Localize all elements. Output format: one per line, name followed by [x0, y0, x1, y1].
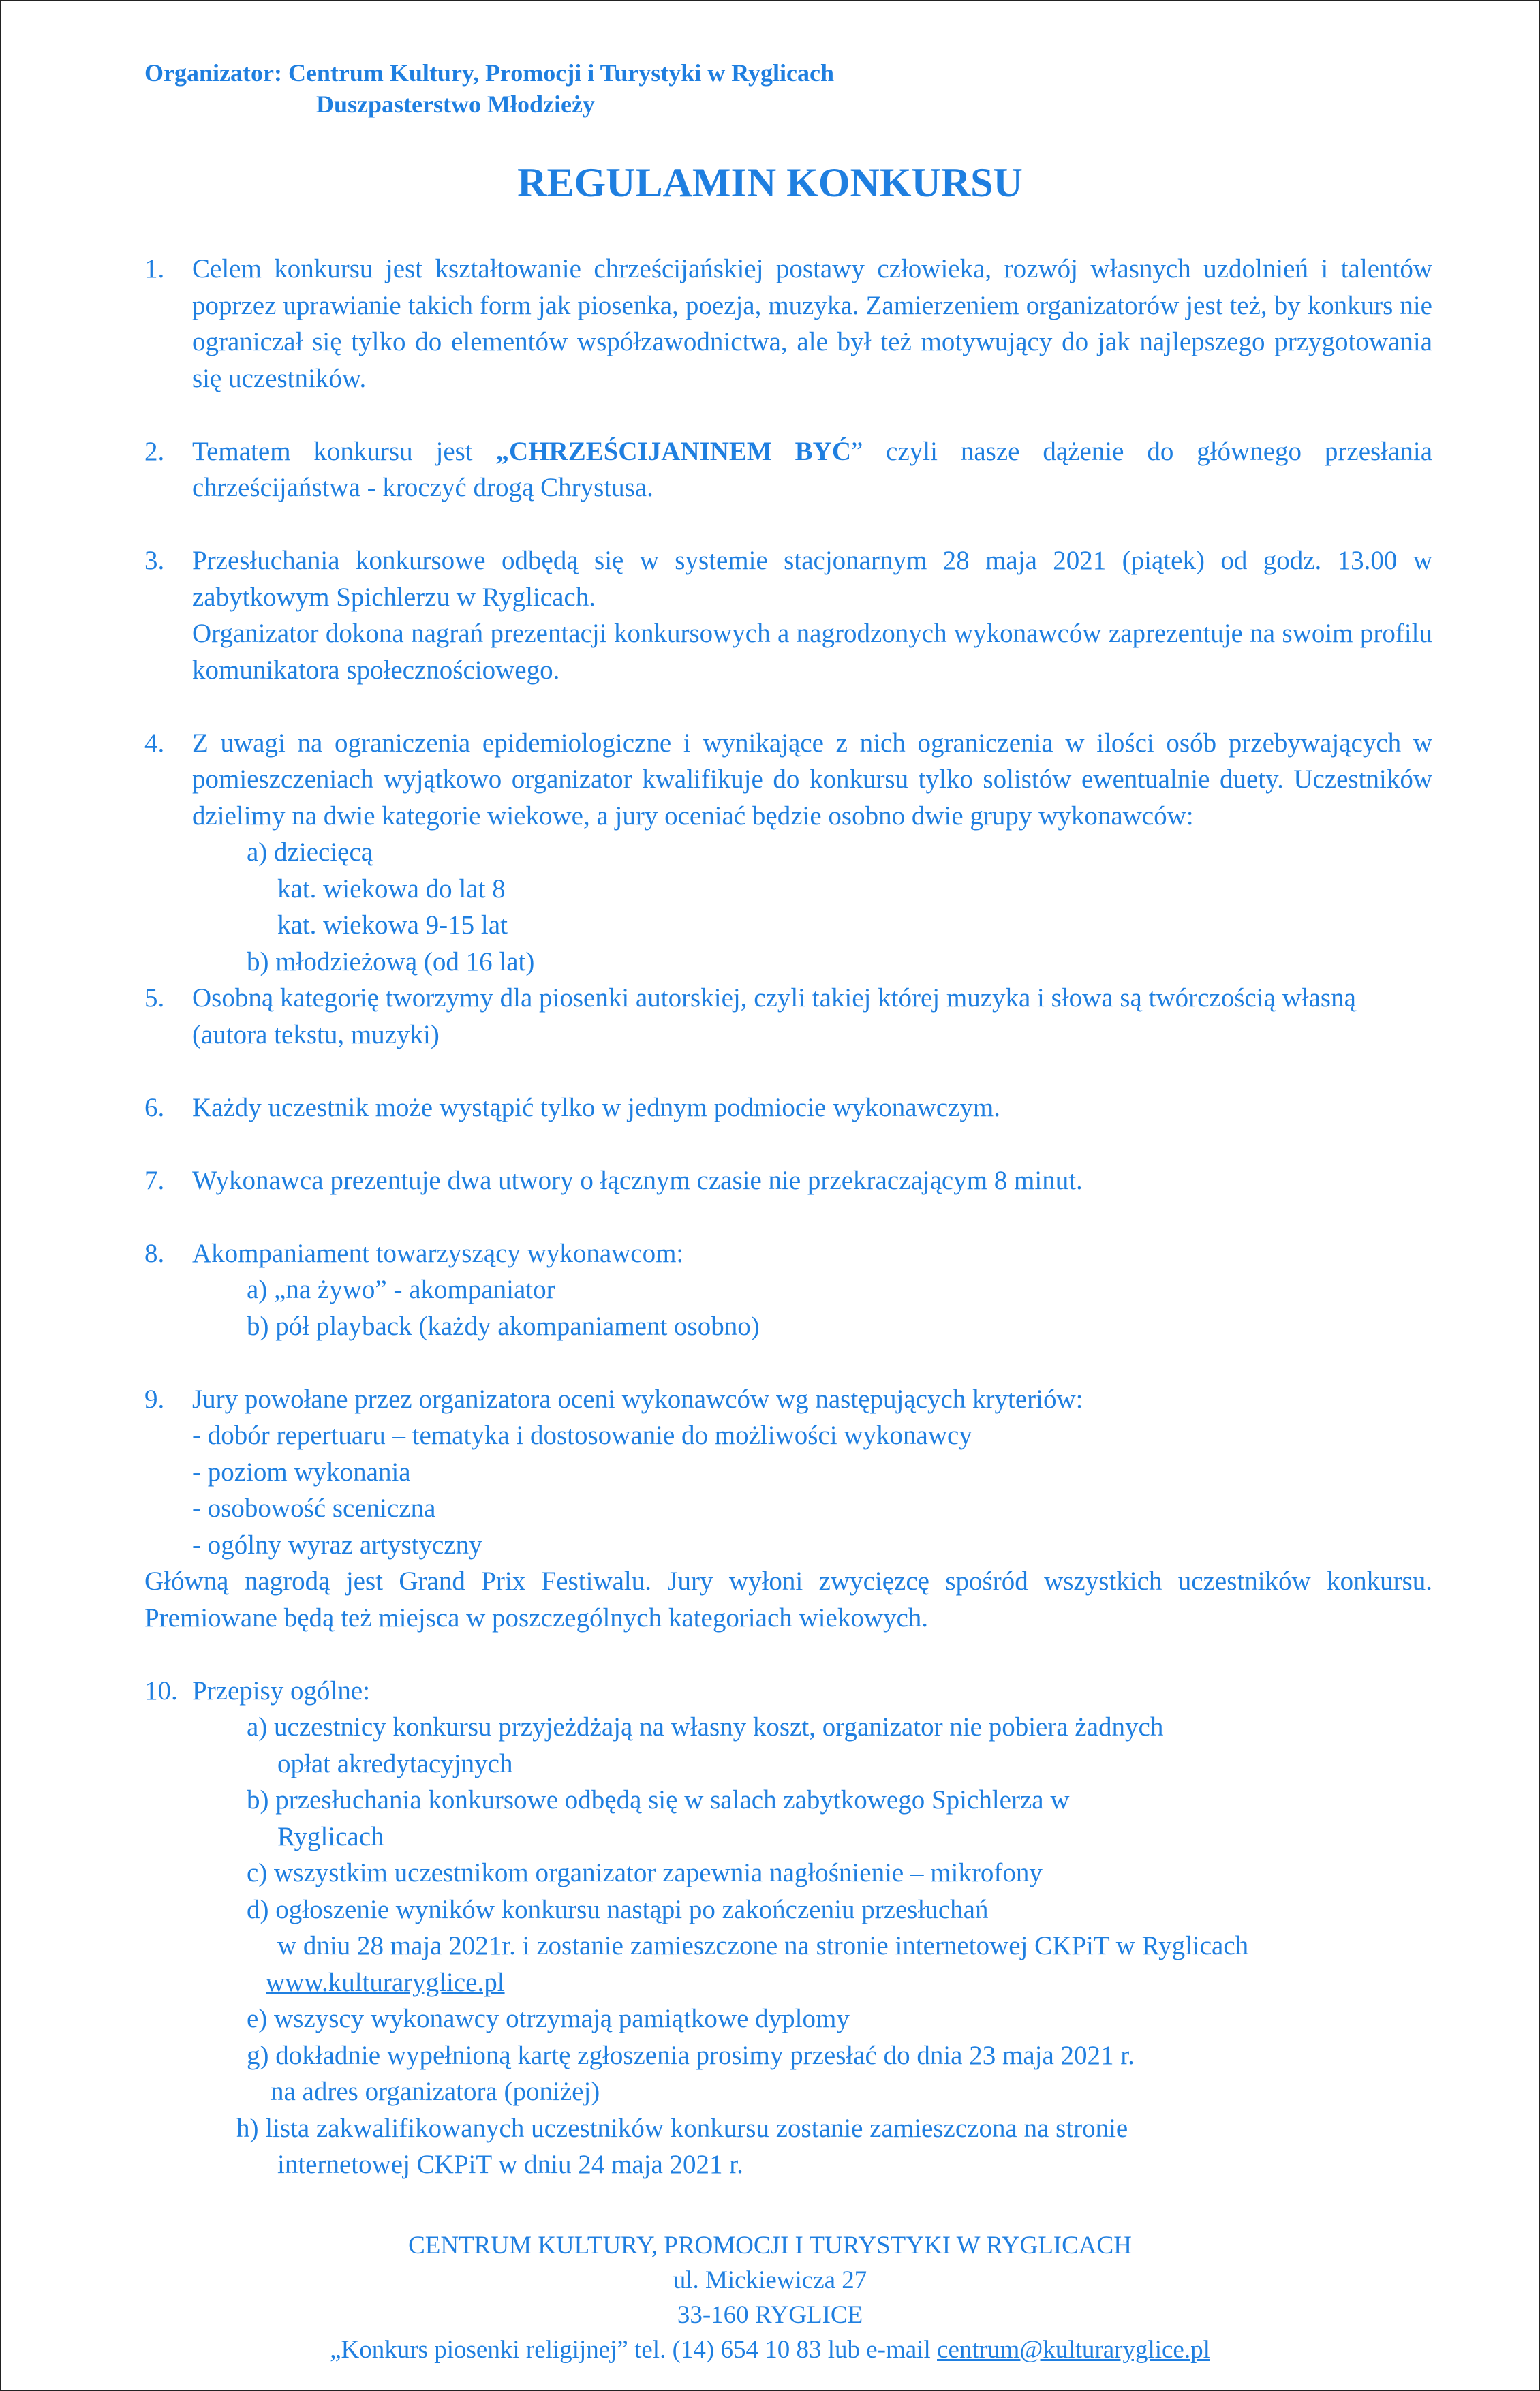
rule-5: [144, 980, 1432, 1053]
rule-text: Z uwagi na ograniczenia epidemiologiczne i wynikające z nich ograniczenia w ilości osób przebywających w pomieszczeniach wyjątkowo organizator kwalifikuje do konkursu tylko solistów ewentualnie duety. Uczestników dzielimy na dwie kategorie wiekowe, a jury oceniać będzie osobno dwie grupy wykonawców:: [192, 728, 1432, 831]
rule-number: 10.: [144, 1676, 178, 1706]
general-g-line-2: na adres organizatora (poniżej): [271, 2077, 600, 2106]
website-link[interactable]: www.kulturaryglice.pl: [266, 1967, 505, 1997]
rule-number: 3.: [144, 546, 165, 575]
rule-number: 1.: [144, 254, 165, 283]
rule-text: ” czyli nasze dążenie do głównego przesłania chrześcijaństwa - kroczyć drogą Chrystusa.: [192, 436, 1432, 502]
general-c: c) wszystkim uczestnikom organizator zapewnia nagłośnienie – mikrofony: [247, 1858, 1043, 1887]
general-h-line-1: h) lista zakwalifikowanych uczestników konkursu zostanie zamieszczona na stronie: [236, 2113, 1128, 2143]
rule-text: Przepisy ogólne:: [192, 1676, 371, 1706]
organizer-line-2: Duszpasterstwo Młodzieży: [316, 91, 595, 118]
general-a-line-1: a) uczestnicy konkursu przyjeżdżają na własny koszt, organizator nie pobiera żadnych: [247, 1712, 1164, 1742]
general-d-line-2: w dniu 28 maja 2021r. i zostanie zamieszczone na stronie internetowej CKPiT w Ryglicach: [277, 1931, 1249, 1960]
rule-10: [144, 1673, 1432, 1710]
category-a-age-2: kat. wiekowa 9-15 lat: [277, 910, 508, 940]
rule-number: 9.: [144, 1384, 165, 1414]
rule-text: Wykonawca prezentuje dwa utwory o łącznym czasie nie przekraczającym 8 minut.: [192, 1165, 1083, 1195]
rule-8: [144, 1235, 1432, 1272]
rule-text: Osobną kategorię tworzymy dla piosenki autorskiej, czyli takiej której muzyka i słowa są twórczością własną (autora tekstu, muzyki): [192, 983, 1356, 1049]
organizer-block: [144, 57, 834, 120]
general-b-line-2: Ryglicach: [277, 1821, 384, 1851]
rule-3-note: Organizator dokona nagrań prezentacji konkursowych a nagrodzonych wykonawców zaprezentuje na swoim profilu komunikatora społecznościowego.: [192, 619, 1432, 685]
rule-9: [144, 1381, 1432, 1418]
rule-number: 2.: [144, 436, 165, 466]
footer-org-name: CENTRUM KULTURY, PROMOCJI I TURYSTYKI W RYGLICACH: [408, 2232, 1132, 2259]
rule-7: [144, 1162, 1432, 1199]
footer-contact: [1, 2332, 1539, 2367]
rule-3: [144, 542, 1432, 615]
rule-text: Akompaniament towarzyszący wykonawcom:: [192, 1238, 684, 1268]
rule-text: Jury powołane przez organizatora oceni wykonawców wg następujących kryteriów:: [192, 1384, 1083, 1414]
accompaniment-b: b) pół playback (każdy akompaniament osobno): [247, 1311, 760, 1341]
accompaniment-a: a) „na żywo” - akompaniator: [247, 1275, 555, 1304]
criterion-2: - poziom wykonania: [192, 1457, 411, 1487]
organizer-line-1: Organizator: Centrum Kultury, Promocji i Turystyki w Ryglicach: [144, 59, 835, 87]
rule-1: [144, 251, 1432, 397]
email-link[interactable]: centrum@kulturaryglice.pl: [937, 2336, 1210, 2364]
prize-text: Główną nagrodą jest Grand Prix Festiwalu. Jury wyłoni zwycięzcę spośród wszystkich uczestników konkursu. Premiowane będą też miejsca w poszczególnych kategoriach wiekowych.: [144, 1567, 1432, 1633]
category-a-age-1: kat. wiekowa do lat 8: [277, 874, 506, 904]
footer-contact-text: „Konkurs piosenki religijnej” tel. (14) 654 10 83 lub e-mail: [330, 2336, 938, 2364]
rule-text: Przesłuchania konkursowe odbędą się w systemie stacjonarnym 28 maja 2021 (piątek) od godz. 13.00 w zabytkowym Spichlerzu w Ryglicach.: [192, 546, 1432, 612]
criterion-4: - ogólny wyraz artystyczny: [192, 1530, 482, 1560]
general-a-line-2: opłat akredytacyjnych: [277, 1748, 513, 1778]
general-h-line-2: internetowej CKPiT w dniu 24 maja 2021 r.: [277, 2150, 743, 2179]
rule-number: 7.: [144, 1165, 165, 1195]
rules-content: [144, 251, 1432, 2183]
general-b-line-1: b) przesłuchania konkursowe odbędą się w salach zabytkowego Spichlerza w: [247, 1785, 1070, 1815]
rule-4: [144, 725, 1432, 835]
rule-text: Każdy uczestnik może wystąpić tylko w jednym podmiocie wykonawczym.: [192, 1092, 1000, 1122]
theme-title: „CHRZEŚCIJANINEM BYĆ: [495, 436, 851, 466]
category-b: b) młodzieżową (od 16 lat): [247, 946, 535, 976]
document-title: REGULAMIN KONKURSU: [517, 160, 1023, 205]
rule-2: [144, 433, 1432, 506]
footer-street: ul. Mickiewicza 27: [673, 2266, 867, 2294]
criterion-1: - dobór repertuaru – tematyka i dostosowanie do możliwości wykonawcy: [192, 1421, 972, 1450]
criterion-3: - osobowość sceniczna: [192, 1494, 436, 1523]
rule-number: 4.: [144, 728, 165, 758]
rule-text: Tematem konkursu jest: [192, 436, 496, 466]
general-g-line-1: g) dokładnie wypełnioną kartę zgłoszenia prosimy przesłać do dnia 23 maja 2021 r.: [247, 2040, 1135, 2070]
footer-city: 33-160 RYGLICE: [677, 2301, 863, 2329]
general-e: e) wszyscy wykonawcy otrzymają pamiątkowe dyplomy: [247, 2004, 850, 2033]
category-a: a) dziecięcą: [247, 837, 373, 867]
rule-text: Celem konkursu jest kształtowanie chrześcijańskiej postawy człowieka, rozwój własnych uzdolnień i talentów poprzez uprawianie takich form jak piosenka, poezja, muzyka. Zamierzeniem organizatorów jest też, by konkurs nie ograniczał się tylko do elementów współzawodnictwa, ale był też motywujący do jak najlepszego przygotowania się uczestników.: [192, 254, 1432, 393]
footer-address: [1, 2228, 1539, 2367]
rule-number: 8.: [144, 1238, 165, 1268]
general-d-line-1: d) ogłoszenie wyników konkursu nastąpi po zakończeniu przesłuchań: [247, 1894, 989, 1924]
rule-number: 6.: [144, 1092, 165, 1122]
rule-number: 5.: [144, 983, 165, 1013]
rule-6: [144, 1090, 1432, 1126]
